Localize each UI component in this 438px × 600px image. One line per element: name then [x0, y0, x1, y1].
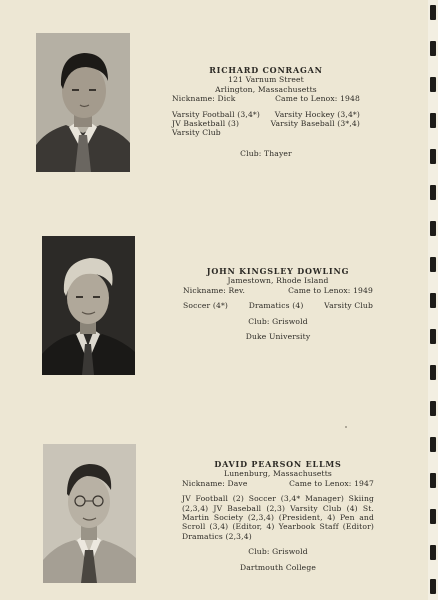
student-address: 121 Varnum Street	[228, 75, 304, 85]
student-hometown: Jamestown, Rhode Island	[227, 276, 329, 286]
speck	[345, 426, 347, 428]
edge-mark	[430, 5, 436, 20]
edge-mark	[430, 149, 436, 164]
student-entry-3	[182, 460, 374, 572]
edge-mark	[430, 221, 436, 236]
portrait-photo-david-pearson-ellms	[43, 444, 136, 583]
student-club: Club: Thayer	[240, 148, 292, 158]
student-club: Club: Griswold	[248, 547, 308, 557]
student-hometown: Arlington, Massachusetts	[215, 84, 317, 94]
portrait-photo-john-kingsley-dowling	[42, 236, 135, 375]
edge-mark	[430, 113, 436, 128]
edge-mark	[430, 437, 436, 452]
activity: Varsity Football (3,4*)	[172, 109, 260, 119]
edge-mark	[430, 77, 436, 92]
student-activities: JV Football (2) Soccer (3,4* Manager) Skiing (2,3,4) JV Baseball (2,3) Varsity Club (4) St. Martin Society (2,3,4) (President, 4) Pen and Scroll (3,4) (Editor, 4) Yearbook Staff (Editor) Dramatics (2,3,4)	[182, 494, 374, 541]
student-entry-2	[183, 267, 373, 341]
activity: Varsity Club	[324, 301, 373, 311]
edge-mark	[430, 579, 436, 594]
student-college: Dartmouth College	[240, 562, 316, 572]
activity: Varsity Club	[172, 128, 221, 138]
edge-mark	[430, 401, 436, 416]
edge-mark	[430, 41, 436, 56]
student-name: JOHN KINGSLEY DOWLING	[206, 266, 350, 276]
activity: Soccer (4*)	[183, 301, 229, 311]
student-hometown: Lunenburg, Massachusetts	[224, 469, 332, 479]
activity: Varsity Baseball (3*,4)	[270, 119, 360, 129]
edge-mark	[430, 257, 436, 272]
edge-mark	[430, 329, 436, 344]
student-entry-1	[172, 66, 360, 158]
portrait-photo-richard-conragan	[36, 33, 130, 172]
student-nickname: Nickname: Dick	[172, 94, 236, 104]
student-name: RICHARD CONRAGAN	[209, 65, 323, 75]
student-nickname: Nickname: Rev.	[183, 285, 246, 295]
activity: Dramatics (4)	[248, 301, 304, 311]
edge-mark	[430, 509, 436, 524]
student-college: Duke University	[245, 332, 311, 342]
came-to-lenox: Came to Lenox: 1948	[275, 94, 360, 104]
student-club: Club: Griswold	[248, 316, 308, 326]
student-name: DAVID PEARSON ELLMS	[214, 459, 342, 469]
edge-mark	[430, 185, 436, 200]
activity: JV Basketball (3)	[172, 119, 240, 129]
edge-mark	[430, 473, 436, 488]
edge-mark	[430, 365, 436, 380]
came-to-lenox: Came to Lenox: 1947	[289, 478, 374, 488]
activity: Varsity Hockey (3,4*)	[274, 109, 360, 119]
edge-mark	[430, 293, 436, 308]
edge-mark	[430, 545, 436, 560]
student-nickname: Nickname: Dave	[182, 478, 248, 488]
came-to-lenox: Came to Lenox: 1949	[288, 285, 373, 295]
